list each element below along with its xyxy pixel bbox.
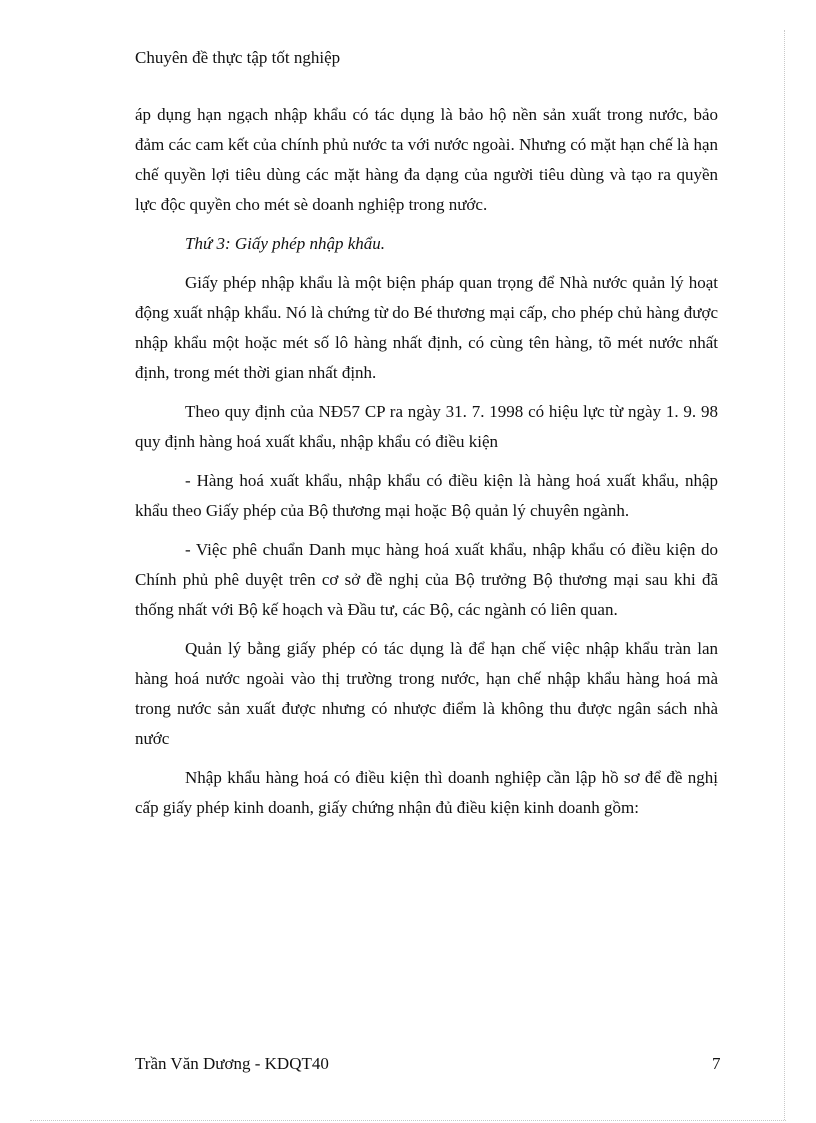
paragraph: - Hàng hoá xuất khẩu, nhập khẩu có điều kiện là hàng hoá xuất khẩu, nhập khẩu theo Giấy phép của Bộ thương mại hoặc Bộ quản lý chuyên ngành.	[135, 471, 718, 520]
document-body	[135, 100, 718, 832]
paragraph-continuation: áp dụng hạn ngạch nhập khẩu có tác dụng là bảo hộ nền sản xuất trong nước, bảo đảm các cam kết của chính phủ nước ta với nước ngoài. Nhưng có mặt hạn chế là hạn chế quyền lợi tiêu dùng các mặt hàng đa dạng của người tiêu dùng và tạo ra quyền lực độc quyền cho mét sè doanh nghiệp trong nước.	[135, 105, 718, 214]
section-heading: Thứ 3: Giấy phép nhập khẩu.	[185, 234, 386, 253]
page-header: Chuyên đề thực tập tốt nghiệp	[135, 48, 341, 67]
page-edge-divider	[784, 30, 785, 1120]
paragraph: Theo quy định của NĐ57 CP ra ngày 31. 7. 1998 có hiệu lực từ ngày 1. 9. 98 quy định hàng hoá xuất khẩu, nhập khẩu có điều kiện	[135, 402, 718, 451]
page-bottom-divider	[30, 1120, 786, 1121]
paragraph: Nhập khẩu hàng hoá có điều kiện thì doanh nghiệp cần lập hồ sơ để đề nghị cấp giấy phép kinh doanh, giấy chứng nhận đủ điều kiện kinh doanh gồm:	[135, 768, 718, 817]
page-footer-author: Trần Văn Dương - KDQT40	[135, 1054, 329, 1073]
paragraph: Giấy phép nhập khẩu là một biện pháp quan trọng để Nhà nước quản lý hoạt động xuất nhập khẩu. Nó là chứng từ do Bé thương mại cấp, cho phép chủ hàng được nhập khẩu một hoặc mét số lô hàng nhất định, có cùng tên hàng, tõ mét nước nhất định, trong mét thời gian nhất định.	[135, 273, 718, 382]
paragraph: Quản lý bằng giấy phép có tác dụng là để hạn chế việc nhập khẩu tràn lan hàng hoá nước ngoài vào thị trường trong nước, hạn chế nhập khẩu hàng hoá mà trong nước sản xuất được nhưng có nhược điểm là không thu được ngân sách nhà nước	[135, 639, 718, 748]
paragraph: - Việc phê chuẩn Danh mục hàng hoá xuất khẩu, nhập khẩu có điều kiện do Chính phủ phê duyệt trên cơ sở đề nghị của Bộ trưởng Bộ thương mại sau khi đã thống nhất với Bộ kế hoạch và Đầu tư, các Bộ, các ngành có liên quan.	[135, 540, 718, 619]
page-number: 7	[712, 1054, 721, 1073]
